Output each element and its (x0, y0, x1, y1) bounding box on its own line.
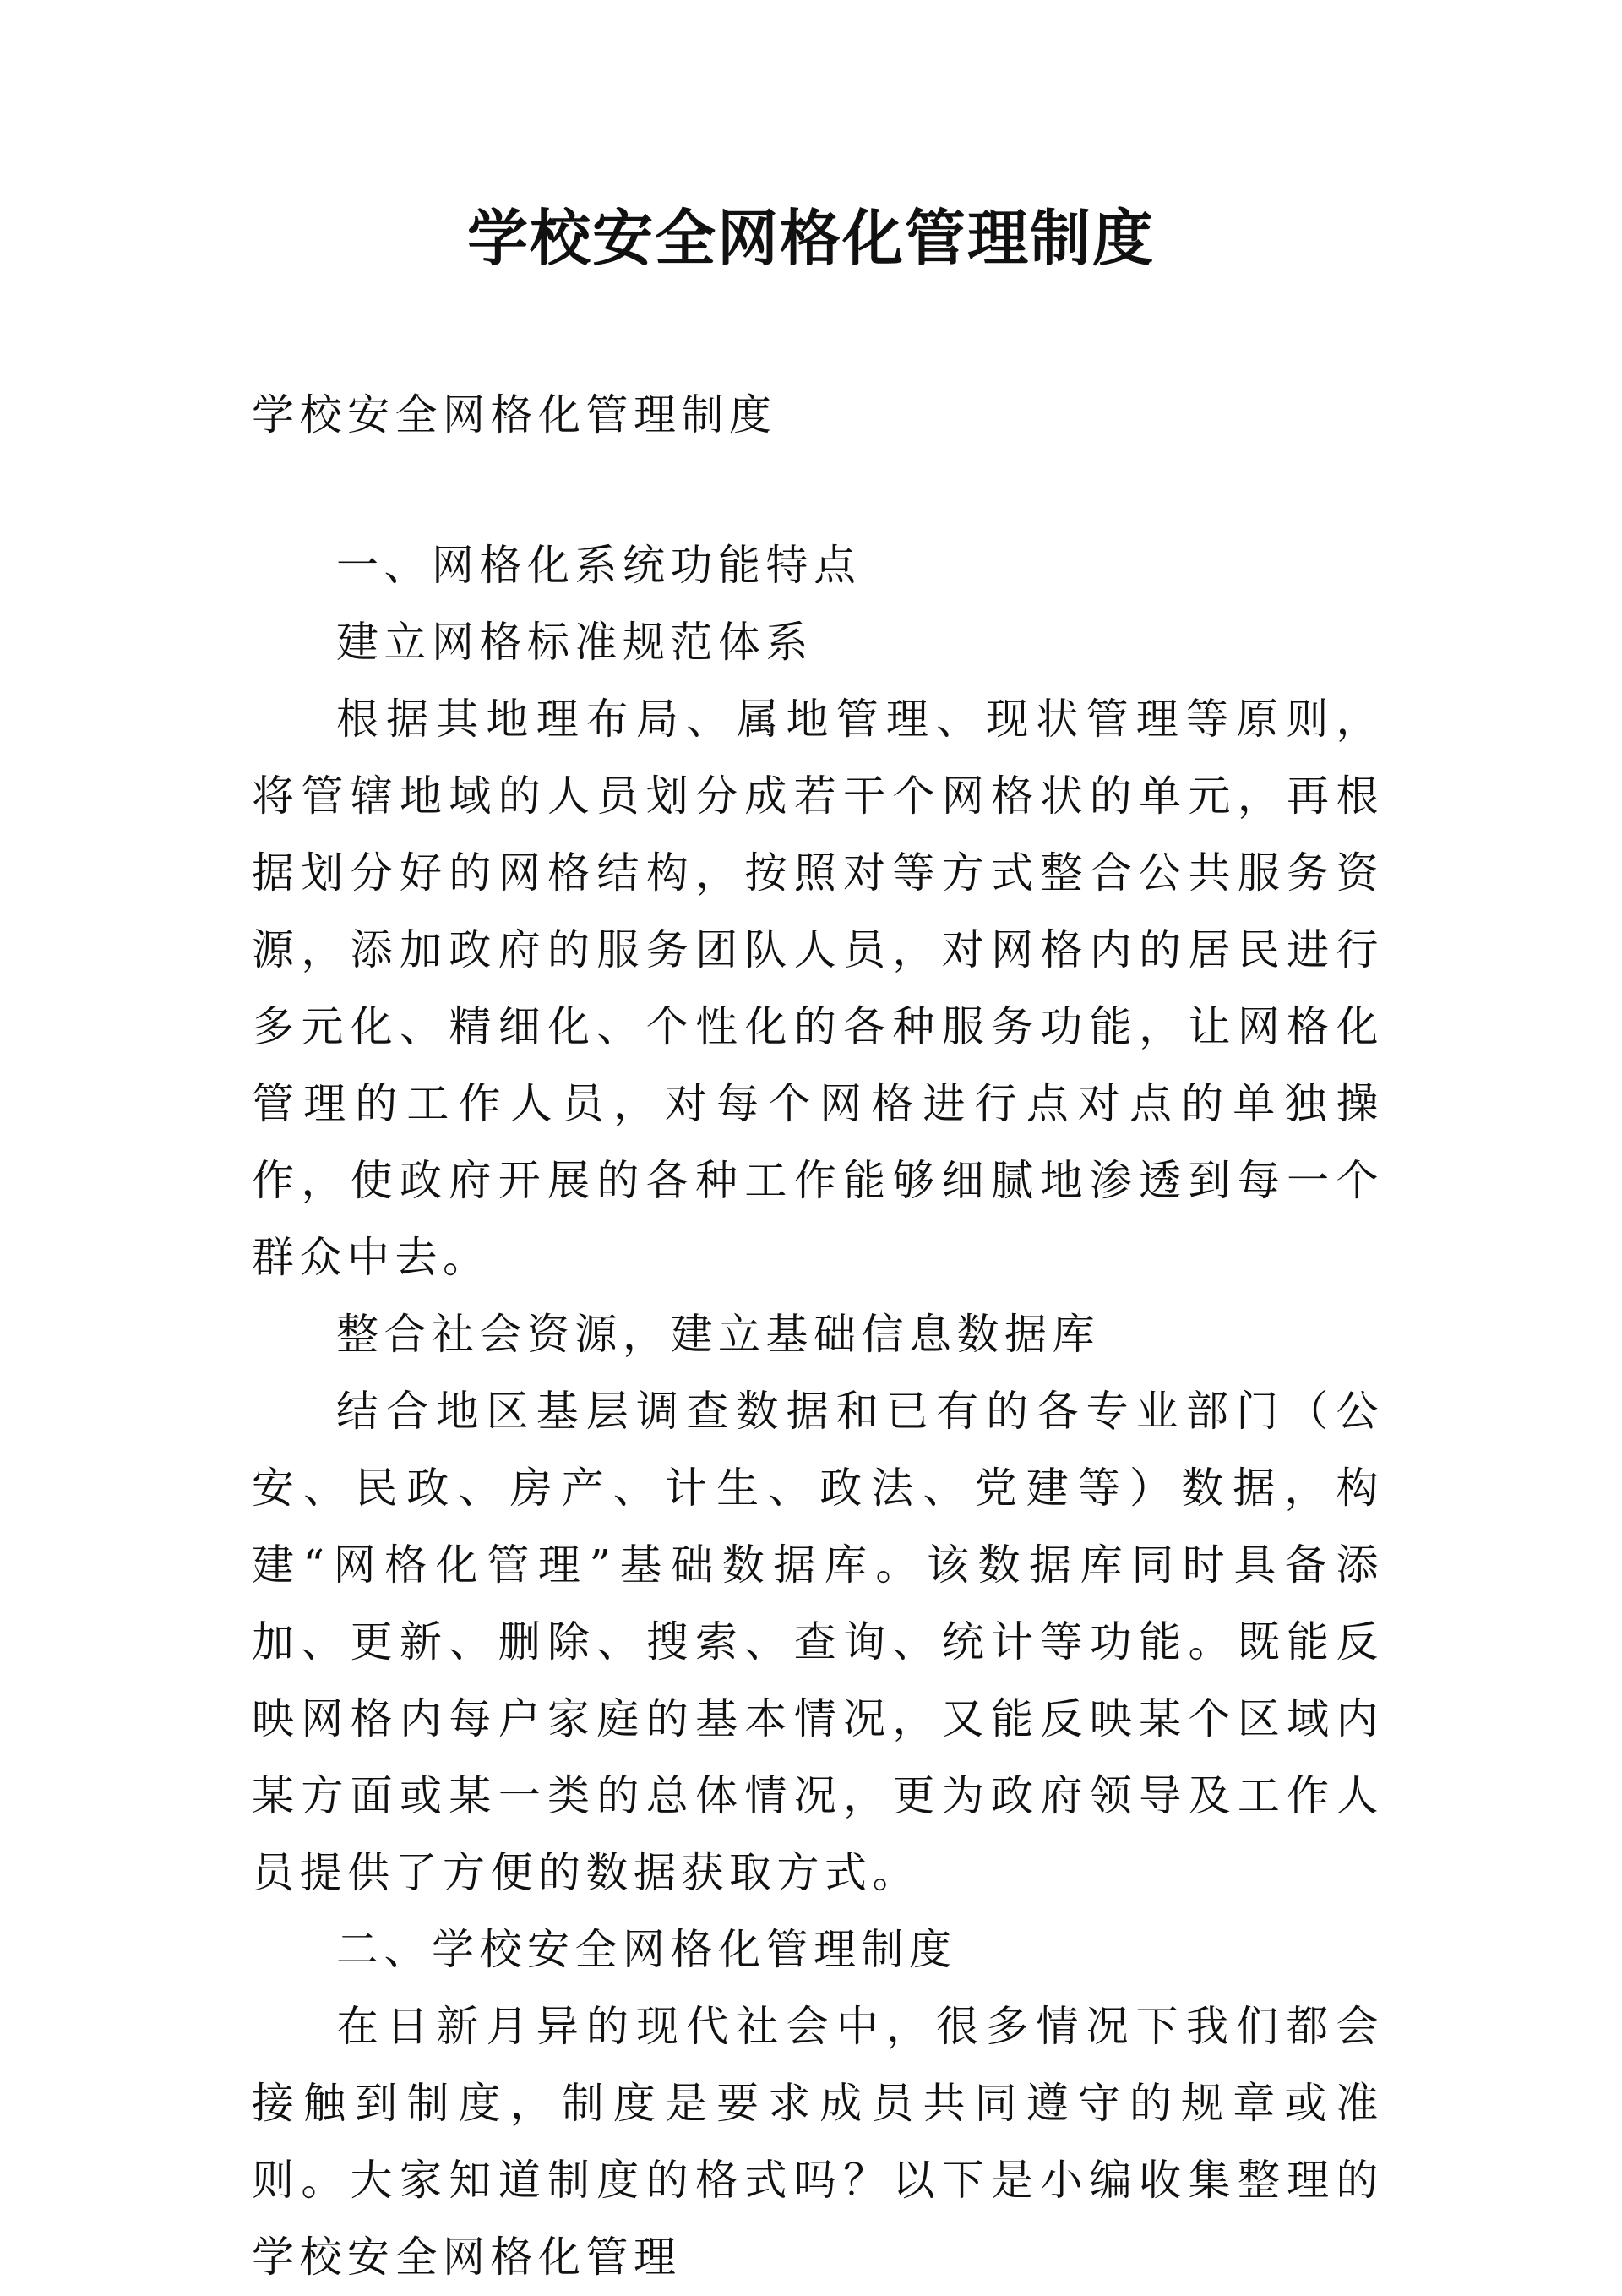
document-subtitle: 学校安全网格化管理制度 (252, 390, 777, 439)
section-2-heading: 二、学校安全网格化管理制度 (336, 1925, 957, 1974)
section-1-paragraph-1: 根据其地理布局、属地管理、现状管理等原则，将管辖地域的人员划分成若干个网格状的单元，再根据划分好的网格结构，按照对等方式整合公共服务资源，添加政府的服务团队人员，对网格内的居民进行多元化、精细化、个性化的各种服务功能，让网格化管理的工作人员，对每个网格进行点对点的单独操作，使政府开展的各种工作能够细腻地渗透到每一个群众中去。 (252, 695, 1384, 1282)
section-1-paragraph-2: 结合地区基层调查数据和已有的各专业部门（公安、民政、房产、计生、政法、党建等）数据，构建“网格化管理”基础数据库。该数据库同时具备添加、更新、删除、搜索、查询、统计等功能。既能反映网格内每户家庭的基本情况，又能反映某个区域内某方面或某一类的总体情况，更为政府领导及工作人员提供了方便的数据获取方式。 (252, 1387, 1384, 1897)
section-1-subheading-2: 整合社会资源，建立基础信息数据库 (336, 1310, 1100, 1359)
section-1-subheading-1: 建立网格标准规范体系 (336, 618, 814, 667)
document-body (252, 377, 1384, 2296)
section-2-paragraph-1: 在日新月异的现代社会中，很多情况下我们都会接触到制度，制度是要求成员共同遵守的规章或准则。大家知道制度的格式吗？以下是小编收集整理的学校安全网格化管理 (252, 2002, 1384, 2282)
section-1-heading: 一、网格化系统功能特点 (336, 541, 862, 590)
document-title: 学校安全网格化管理制度 (466, 203, 1155, 274)
